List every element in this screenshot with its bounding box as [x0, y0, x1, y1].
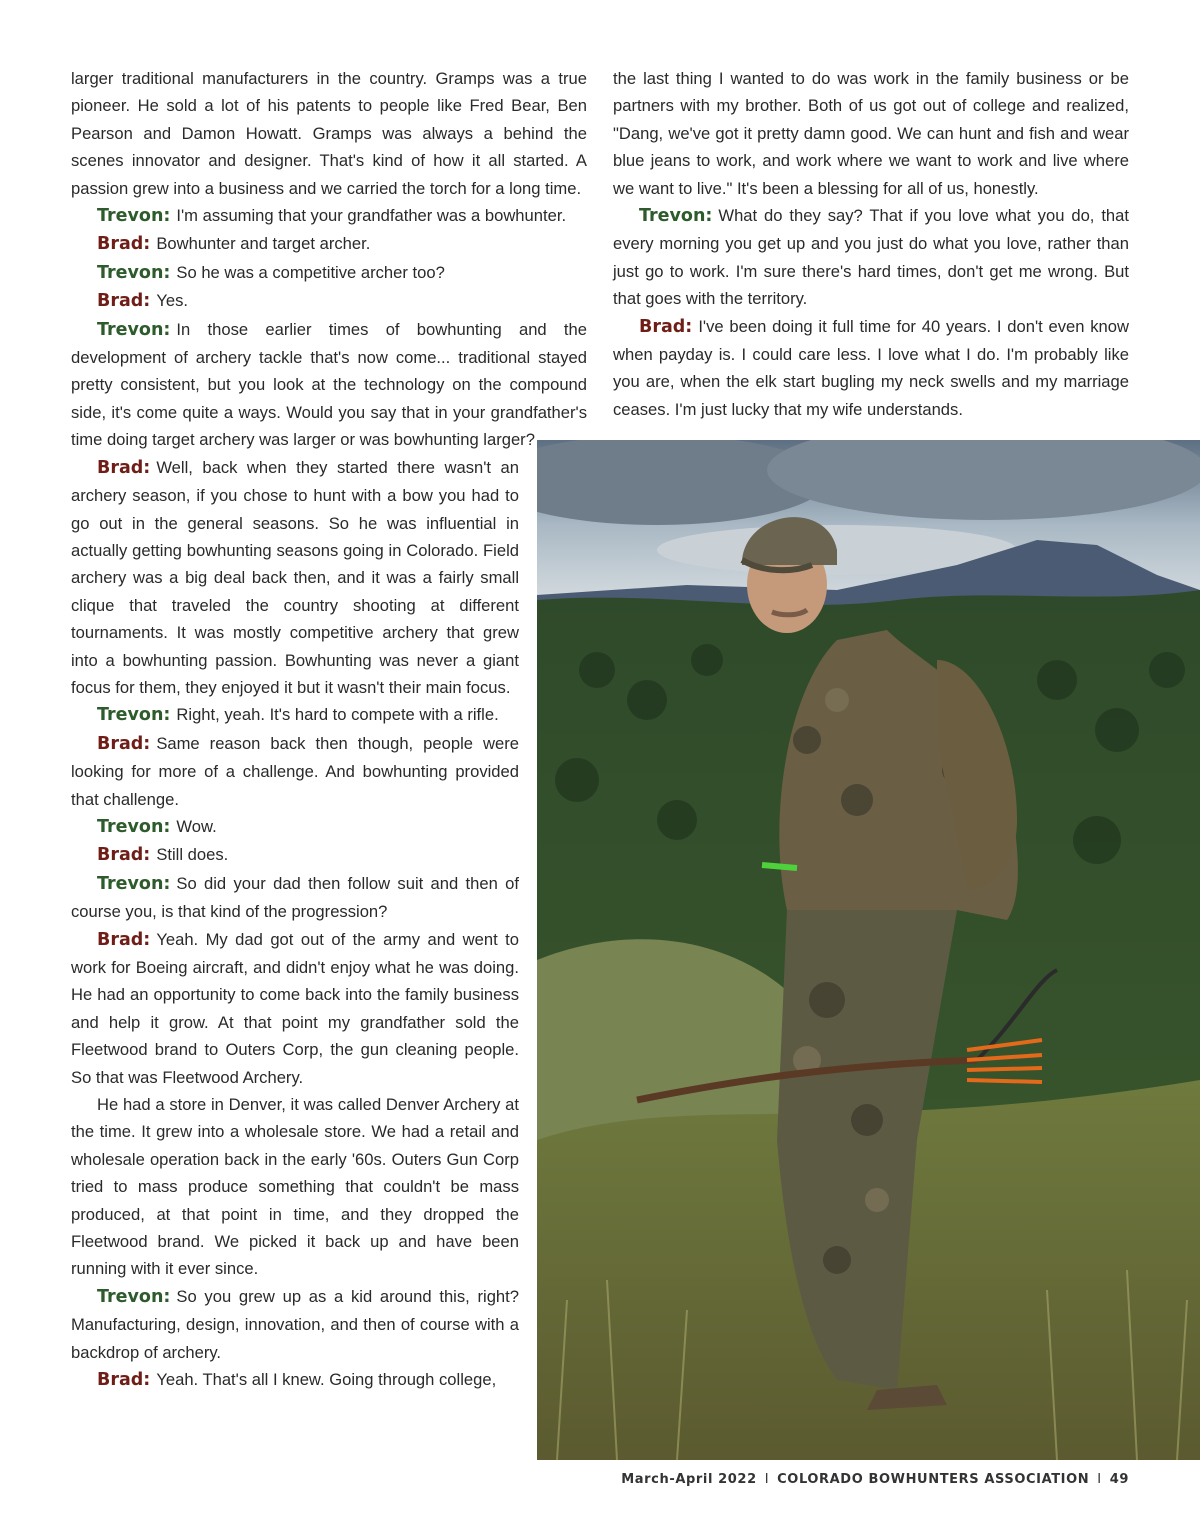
paragraph: [71, 1283, 519, 1366]
page-number: 49: [1109, 1472, 1129, 1487]
bowhunter-photo: [537, 440, 1200, 1460]
paragraph-text: Wow.: [176, 816, 217, 836]
speaker-label: Brad:: [97, 457, 151, 478]
paragraph: [71, 65, 587, 202]
speaker-label: Brad:: [639, 316, 693, 337]
paragraph-text: What do they say? That if you love what you do, that every morning you get up and you just do what you love, rather than just go to work. I'm sure there's hard times, don't get me wrong. But that goes with the territory.: [613, 206, 1129, 309]
paragraph: [71, 813, 519, 841]
speaker-label: Brad:: [97, 1370, 151, 1391]
speaker-label: Trevon:: [97, 816, 171, 837]
paragraph: [613, 65, 1129, 202]
paragraph-text: So did your dad then follow suit and then of course you, is that kind of the progression?: [71, 873, 519, 922]
speaker-label: Brad:: [97, 234, 151, 255]
paragraph-text: Well, back when they started there wasn't an archery season, if you chose to hunt with a bow you had to go out in the general seasons. So he was influential in actually getting bowhunting seasons going in Colorado. Field archery was a big deal back then, and it was a fairly small clique that traveled the country shooting at different tournaments. It was mostly competitive archery that grew into a bowhunting passion. Bowhunting was never a giant focus for them, they enjoyed it but it wasn't their main focus.: [71, 457, 519, 697]
paragraph: [71, 1366, 519, 1394]
paragraph: [71, 230, 587, 258]
paragraph-text: He had a store in Denver, it was called Denver Archery at the time. It grew into a wholesale store. We had a retail and wholesale operation back in the early '60s. Outers Gun Corp tried to mass produce something that couldn't be mass produced, at that point in time, and they dropped the Fleetwood brand. We picked it back up and have been running with it ever since.: [71, 1095, 519, 1279]
speaker-label: Trevon:: [97, 206, 171, 227]
paragraph: [71, 287, 587, 315]
paragraph-text: So he was a competitive archer too?: [176, 262, 445, 282]
footer-separator: I: [764, 1472, 770, 1487]
left-text-column: [71, 65, 587, 1395]
paragraph-text: Yeah. My dad got out of the army and went to work for Boeing aircraft, and didn't enjoy what he was doing. He had an opportunity to come back into the family business and help it grow. At that point my grandfather sold the Fleetwood brand to Outers Corp, the gun cleaning people. So that was Fleetwood Archery.: [71, 929, 519, 1087]
paragraph: [71, 259, 587, 287]
paragraph: [71, 730, 519, 813]
speaker-label: Trevon:: [97, 319, 171, 340]
speaker-label: Brad:: [97, 291, 151, 312]
paragraph-text: I'm assuming that your grandfather was a bowhunter.: [176, 206, 567, 226]
speaker-label: Brad:: [97, 845, 151, 866]
speaker-label: Trevon:: [97, 873, 171, 894]
speaker-label: Trevon:: [97, 262, 171, 283]
paragraph-text: In those earlier times of bowhunting and the development of archery tackle that's now come... traditional stayed pretty consistent, but you look at the technology on the compound side, it's come quite a ways. Would you say that in your grandfather's time doing target archery was larger or was bowhunting larger?: [71, 319, 587, 450]
paragraph-text: larger traditional manufacturers in the country. Gramps was a true pioneer. He sold a lot of his patents to people like Fred Bear, Ben Pearson and Damon Howatt. Gramps was always a behind the scenes innovator and designer. That's kind of how it all started. A passion grew into a business and we carried the torch for a long time.: [71, 69, 587, 198]
paragraph: [71, 202, 587, 230]
paragraph: [71, 454, 519, 702]
footer-publication: COLORADO BOWHUNTERS ASSOCIATION: [777, 1472, 1090, 1487]
paragraph-text: So you grew up as a kid around this, right? Manufacturing, design, innovation, and then of course with a backdrop of archery.: [71, 1286, 519, 1362]
right-text-column: [613, 65, 1129, 423]
paragraph-text: Yes.: [156, 291, 188, 311]
page-footer: [621, 1472, 1129, 1487]
speaker-label: Brad:: [97, 929, 151, 950]
paragraph-text: the last thing I wanted to do was work in the family business or be partners with my brother. Both of us got out of college and realized, "Dang, we've got it pretty damn good. We can hunt and fish and wear blue jeans to work, and work where we want to work and live where we want to live." It's been a blessing for all of us, honestly.: [613, 69, 1129, 198]
speaker-label: Trevon:: [97, 705, 171, 726]
paragraph: [71, 926, 519, 1091]
paragraph: [613, 313, 1129, 424]
paragraph-text: Still does.: [156, 845, 229, 865]
speaker-label: Brad:: [97, 733, 151, 754]
paragraph-text: Bowhunter and target archer.: [156, 234, 371, 254]
speaker-label: Trevon:: [639, 206, 713, 227]
paragraph-text: Yeah. That's all I knew. Going through college,: [156, 1370, 497, 1390]
paragraph: [613, 202, 1129, 313]
footer-issue: March-April 2022: [621, 1472, 757, 1487]
paragraph-text: Same reason back then though, people were looking for more of a challenge. And bowhunting provided that challenge.: [71, 733, 519, 809]
paragraph: [71, 316, 587, 454]
footer-separator-2: I: [1097, 1472, 1102, 1487]
paragraph-text: Right, yeah. It's hard to compete with a rifle.: [176, 705, 499, 725]
paragraph: [71, 841, 519, 869]
paragraph: [71, 870, 519, 926]
paragraph: [71, 1091, 519, 1283]
paragraph: [71, 701, 519, 729]
paragraph-text: I've been doing it full time for 40 years. I don't even know when payday is. I could care less. I love what I do. I'm probably like you are, when the elk start bugling my neck swells and my marriage ceases. I'm just lucky that my wife understands.: [613, 316, 1129, 419]
speaker-label: Trevon:: [97, 1286, 171, 1307]
